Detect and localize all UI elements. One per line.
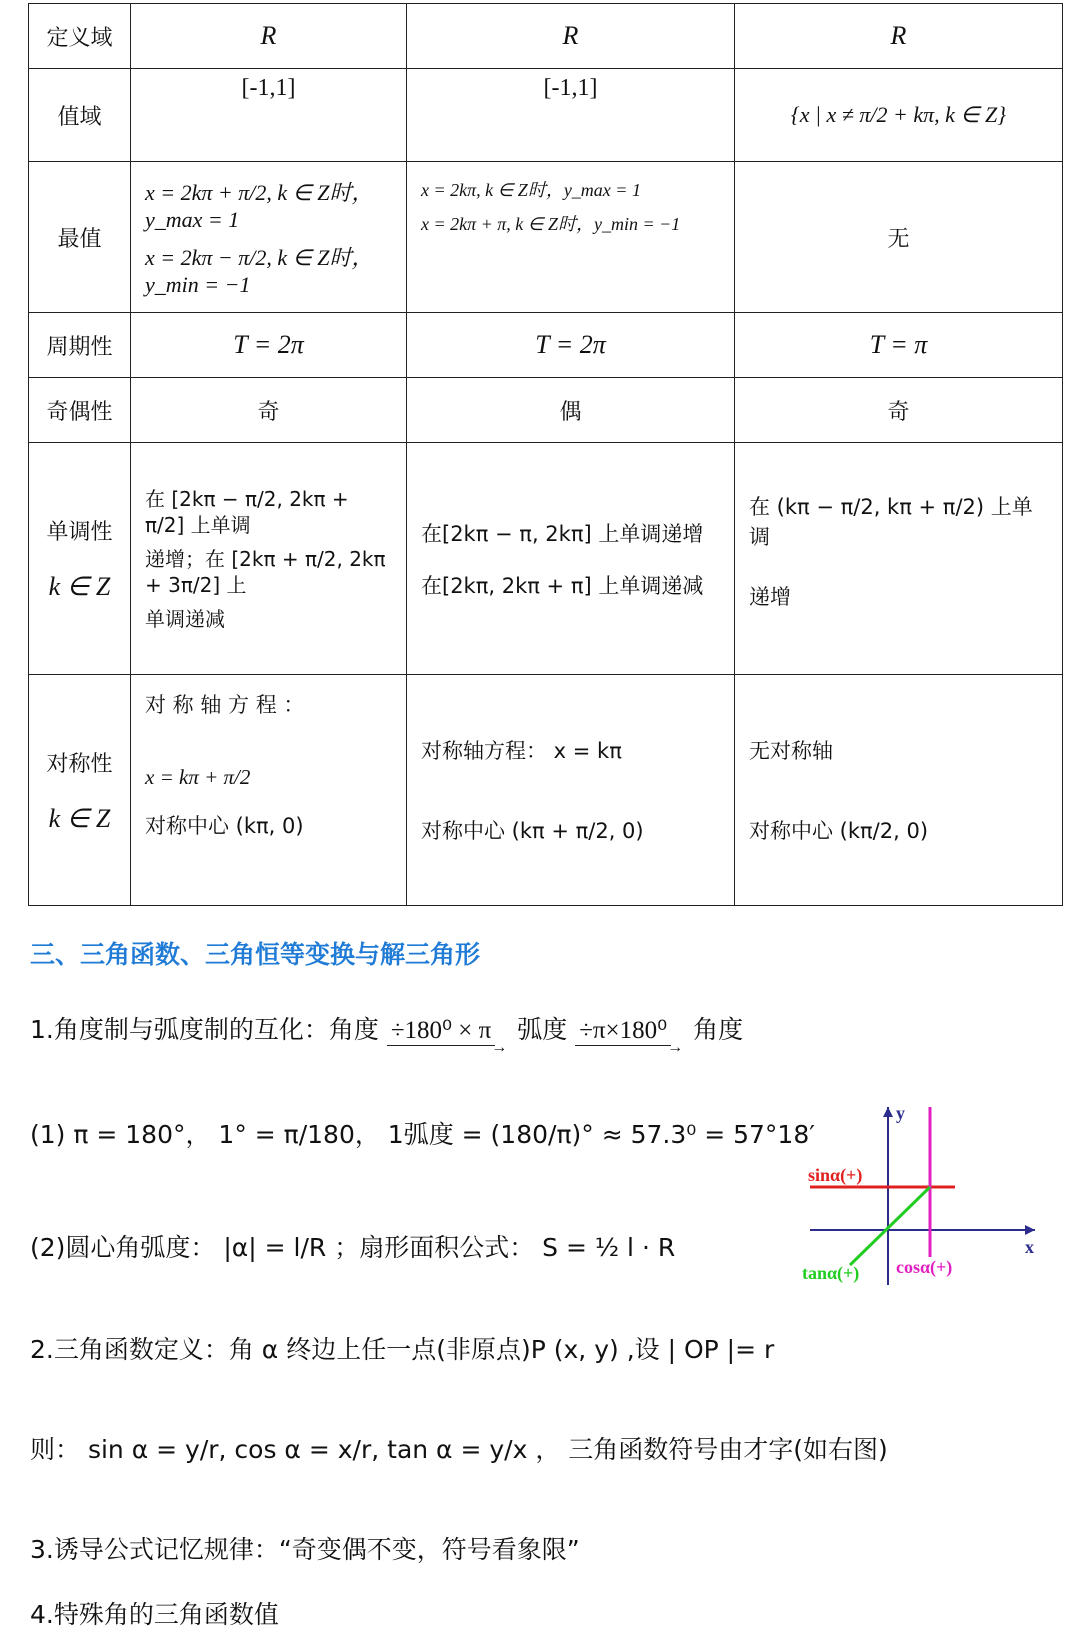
- paragraph-trig-ratios: 则： sin α = y/r, cos α = x/r, tan α = y/x ， 三角函数符号由才字(如右图): [30, 1435, 888, 1464]
- cell-line: 在 [2kπ − π/2, 2kπ + π/2] 上单调: [145, 486, 349, 537]
- cell-line: x = 2kπ − π/2, k ∈ Z时，y_min = −1: [145, 245, 374, 297]
- row-label: 定义域: [29, 4, 131, 69]
- table-cell: [131, 443, 407, 675]
- cell-line: 对称轴方程： x = kπ: [421, 739, 622, 763]
- table-cell: 偶: [407, 378, 735, 443]
- table-cell: 奇: [735, 378, 1063, 443]
- table-cell: 奇: [131, 378, 407, 443]
- cell-line: x = 2kπ + π/2, k ∈ Z时，y_max = 1: [145, 180, 374, 232]
- text: 角度: [693, 1015, 744, 1044]
- paragraph-induction-rule: 3.诱导公式记忆规律：“奇变偶不变，符号看象限”: [30, 1535, 580, 1564]
- cell-line: 无对称轴: [749, 739, 833, 763]
- paragraph-arc-formula: (2)圆心角弧度： |α| = l/R ；扇形面积公式： S = ½ l · R: [30, 1233, 676, 1262]
- table-cell: [735, 443, 1063, 675]
- cell-line: 递增；在 [2kπ + π/2, 2kπ + 3π/2] 上: [145, 546, 386, 597]
- table-cell: {x | x ≠ π/2 + kπ, k ∈ Z}: [735, 69, 1063, 162]
- tan-label: tanα(+): [802, 1263, 860, 1283]
- row-label-sub: k ∈ Z: [48, 803, 111, 833]
- table-cell: [-1,1]: [131, 69, 407, 162]
- table-cell: [407, 675, 735, 906]
- row-label: 奇偶性: [29, 378, 131, 443]
- cell-line: 在[2kπ, 2kπ + π] 上单调递减: [421, 573, 704, 598]
- cell-line: x = kπ + π/2: [145, 765, 251, 789]
- y-label: y: [896, 1105, 905, 1123]
- table-cell: [735, 675, 1063, 906]
- paragraph-pi-degrees: (1) π = 180°， 1° = π/180， 1弧度 = (180/π)° ≈ 57.3⁰ = 57°18′: [30, 1120, 815, 1149]
- table-cell: [407, 162, 735, 313]
- sign-diagram: [800, 1105, 1040, 1290]
- row-label-sub: k ∈ Z: [48, 572, 111, 601]
- tan-line: [850, 1187, 930, 1265]
- x-axis-arrow: [1025, 1225, 1035, 1235]
- table-cell: 无: [735, 162, 1063, 313]
- cell-line: 在[2kπ − π, 2kπ] 上单调递增: [421, 521, 704, 546]
- conversion-arrow-2: ÷π×180⁰ →: [575, 1015, 671, 1046]
- y-axis-arrow: [883, 1107, 893, 1117]
- x-label: x: [1025, 1237, 1034, 1257]
- section-title: 三、三角函数、三角恒等变换与解三角形: [30, 940, 481, 969]
- row-label: 单调性: [46, 520, 113, 545]
- text: 弧度: [517, 1015, 568, 1044]
- cell-line: x = 2kπ + π, k ∈ Z时，y_min = −1: [421, 214, 681, 234]
- table-cell: R: [131, 4, 407, 69]
- text: 1.角度制与弧度制的互化：角度: [30, 1015, 379, 1044]
- row-label: 对称性: [46, 751, 113, 777]
- row-label: 值域: [29, 69, 131, 162]
- row-label: 最值: [29, 162, 131, 313]
- cell-line: 单调递减: [145, 606, 225, 631]
- sin-label: sinα(+): [808, 1165, 863, 1185]
- table-cell: R: [735, 4, 1063, 69]
- cell-line: 在 (kπ − π/2, kπ + π/2) 上单调: [749, 495, 1033, 549]
- conversion-arrow-1: ÷180⁰ × π →: [387, 1015, 495, 1046]
- table-cell: [-1,1]: [407, 69, 735, 162]
- trig-properties-table: [28, 3, 1063, 906]
- cell-line: 对 称 轴 方 程 ：: [145, 693, 305, 717]
- cell-line: 对称中心 (kπ, 0): [145, 814, 304, 838]
- table-cell: T = π: [735, 313, 1063, 378]
- paragraph-special-angles: 4.特殊角的三角函数值: [30, 1600, 279, 1629]
- paragraph-trig-definition: 2.三角函数定义：角 α 终边上任一点(非原点)P (x, y) ,设 | OP |= r: [30, 1335, 775, 1364]
- row-label-cell: [29, 443, 131, 675]
- table-cell: T = 2π: [131, 313, 407, 378]
- table-cell: R: [407, 4, 735, 69]
- cell-line: 递增: [749, 585, 791, 609]
- table-cell: [131, 675, 407, 906]
- cell-line: 对称中心 (kπ + π/2, 0): [421, 819, 644, 843]
- row-label-cell: [29, 675, 131, 906]
- table-cell: [407, 443, 735, 675]
- cell-line: 对称中心 (kπ/2, 0): [749, 819, 929, 843]
- table-cell: T = 2π: [407, 313, 735, 378]
- paragraph-angle-conversion: [30, 1010, 743, 1046]
- cell-line: x = 2kπ, k ∈ Z时，y_max = 1: [421, 180, 641, 200]
- cos-label: cosα(+): [896, 1257, 953, 1277]
- table-cell: [131, 162, 407, 313]
- row-label: 周期性: [29, 313, 131, 378]
